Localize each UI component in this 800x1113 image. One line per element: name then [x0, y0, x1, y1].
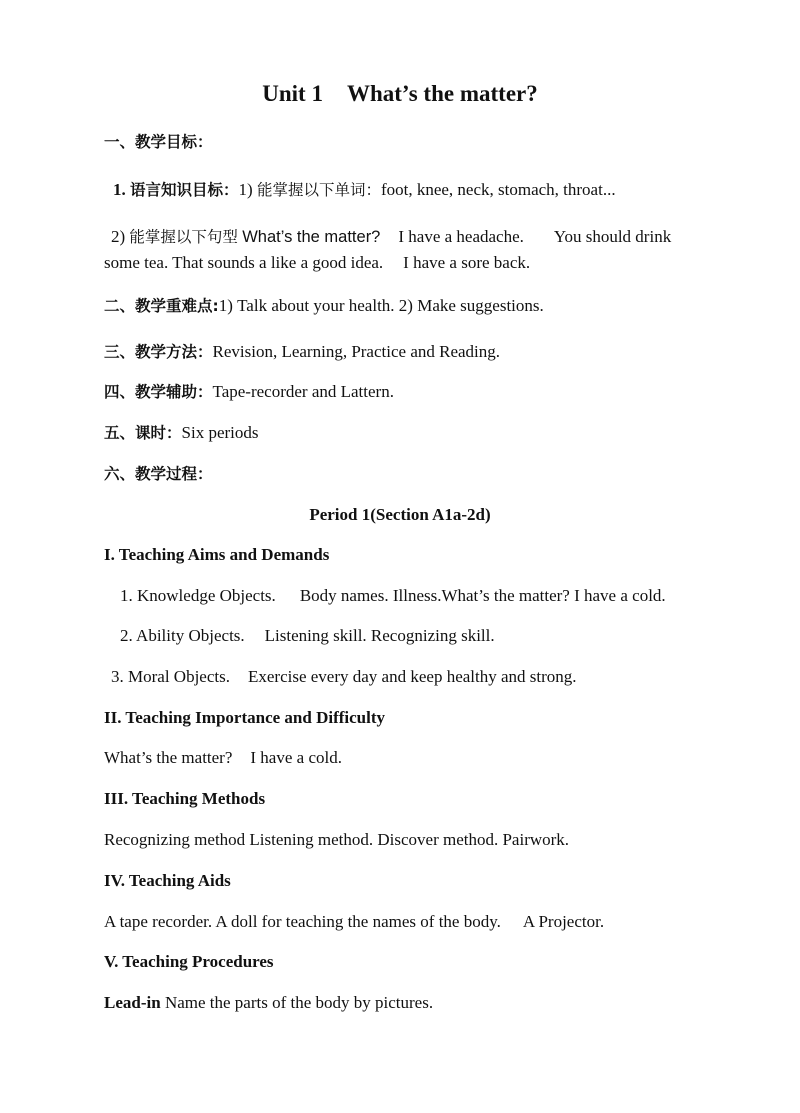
aim-moral: 3. Moral Objects. Exercise every day and keep healthy and strong.: [111, 667, 577, 686]
title-unit: Unit 1: [262, 81, 323, 106]
section-key-points: 二、教学重难点:1) Talk about your health. 2) Make suggestions.: [104, 296, 544, 315]
importance-text: What’s the matter? I have a cold.: [104, 748, 342, 767]
title-text: What’s the matter?: [346, 81, 538, 106]
section-objectives-heading: 一、教学目标：: [104, 133, 213, 151]
section-periods: 五、课时：Six periods: [104, 423, 259, 442]
heading-aims: I. Teaching Aims and Demands: [104, 545, 330, 564]
period-heading: Period 1(Section A1a-2d): [309, 505, 491, 524]
heading-methods: III. Teaching Methods: [104, 789, 266, 808]
aim-ability: 2. Ability Objects. Listening skill. Recognizing skill.: [120, 626, 495, 645]
objective-2-line1: 2) 能掌握以下句型 What’s the matter? I have a headache. You should drink: [111, 227, 672, 246]
section-process-heading: 六、教学过程：: [104, 465, 213, 483]
lead-in: Lead-in Name the parts of the body by pictures.: [104, 993, 434, 1012]
page-title: [0, 82, 800, 106]
teaching-aids-text: A tape recorder. A doll for teaching the names of the body. A Projector.: [104, 912, 605, 931]
objective-2-line2: some tea. That sounds a like a good idea. I have a sore back.: [104, 253, 531, 272]
section-methods: 三、教学方法：Revision, Learning, Practice and Reading.: [104, 342, 501, 361]
heading-importance: II. Teaching Importance and Difficulty: [104, 708, 385, 727]
aim-knowledge: 1. Knowledge Objects. Body names. Illness.What’s the matter? I have a cold.: [120, 586, 666, 605]
methods-text: Recognizing method Listening method. Discover method. Pairwork.: [104, 830, 570, 849]
section-aids: 四、教学辅助：Tape-recorder and Lattern.: [104, 382, 394, 401]
objective-1: 1. 语言知识目标：1) 能掌握以下单词：foot, knee, neck, stomach, throat...: [113, 180, 616, 199]
heading-procedures: V. Teaching Procedures: [104, 952, 274, 971]
heading-teaching-aids: IV. Teaching Aids: [104, 871, 231, 890]
